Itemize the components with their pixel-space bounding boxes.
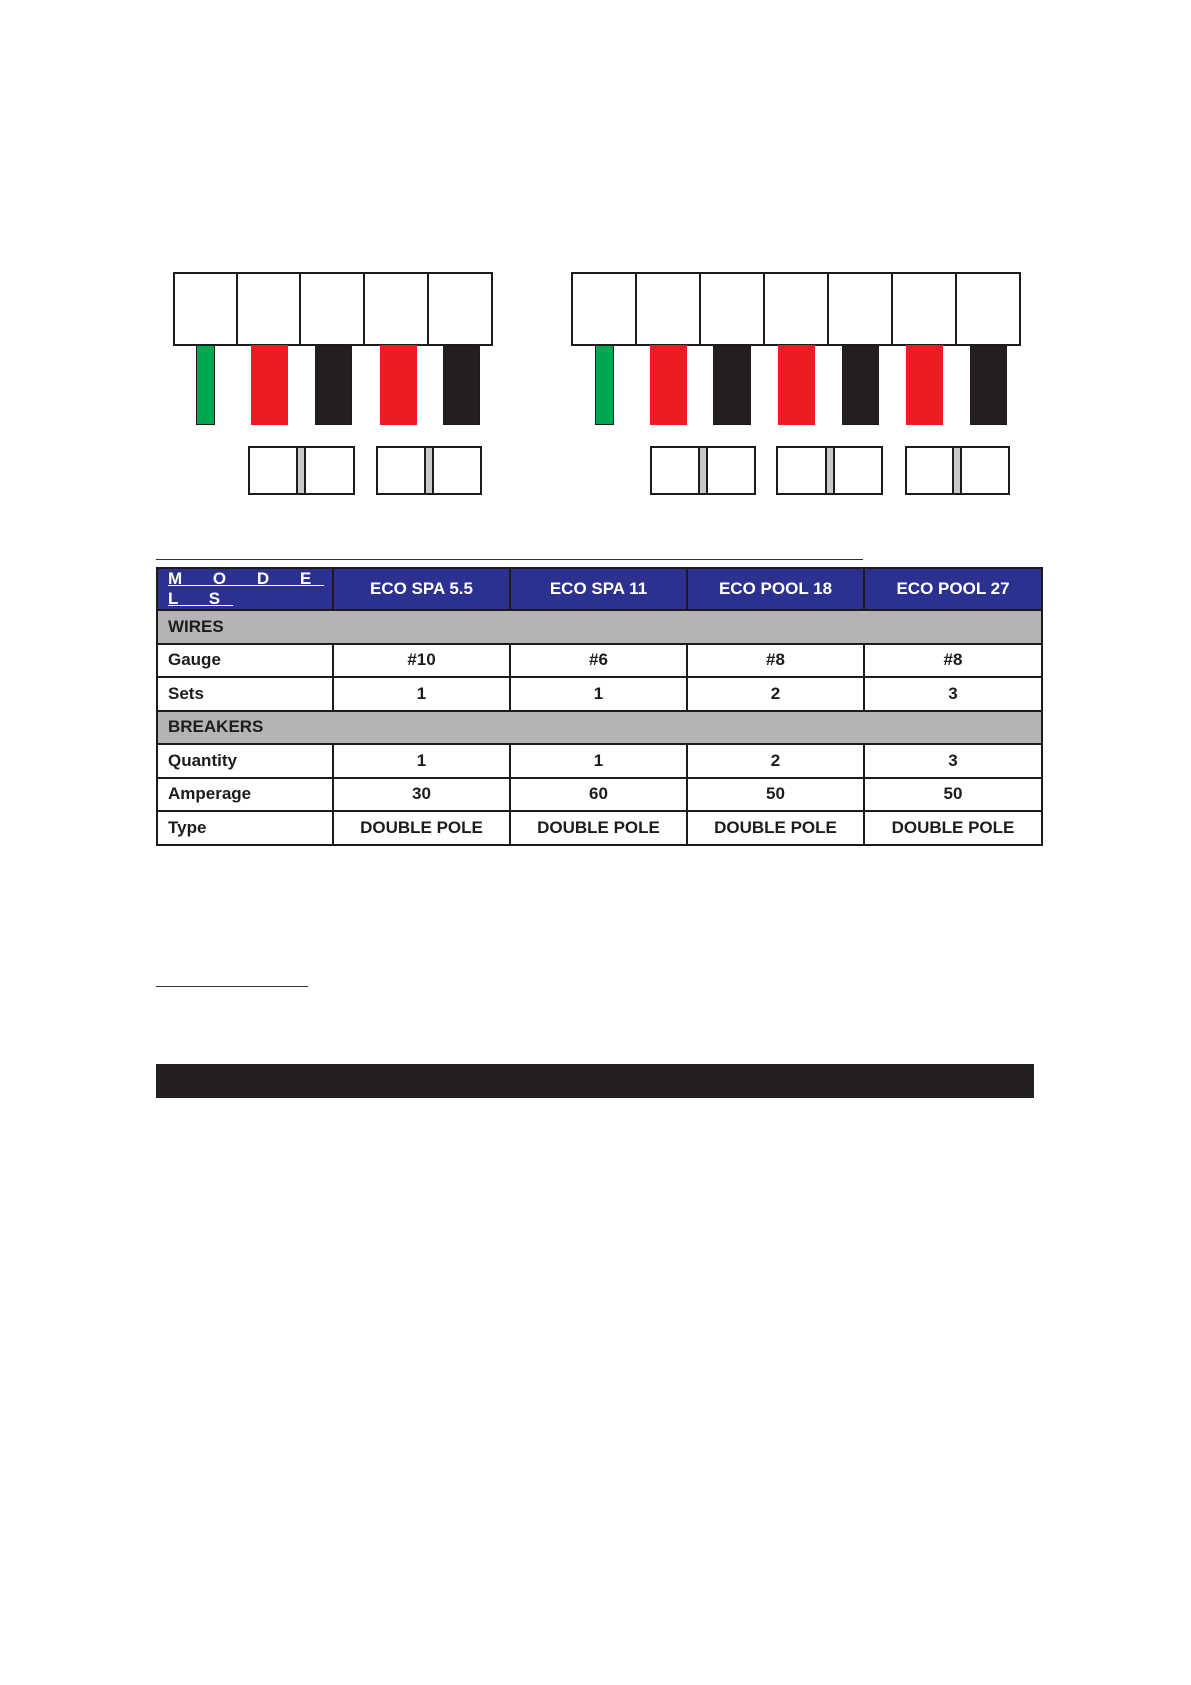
cell-value: 60 [510, 778, 687, 812]
breaker-tie-bar [424, 448, 434, 493]
cell-value: DOUBLE POLE [687, 811, 864, 845]
terminal [427, 272, 493, 346]
cell-value: 1 [333, 677, 510, 711]
section-title: BREAKERS [157, 711, 1042, 745]
terminal [363, 272, 429, 346]
cell-value: 3 [864, 677, 1042, 711]
table-row [157, 744, 1042, 778]
row-label: Sets [157, 677, 333, 711]
model-name: ECO POOL 27 [864, 568, 1042, 610]
ground-wire [595, 345, 614, 425]
double-pole-breaker [650, 446, 756, 495]
cell-value: DOUBLE POLE [510, 811, 687, 845]
terminal [299, 272, 365, 346]
cell-value: 1 [333, 744, 510, 778]
double-pole-breaker [905, 446, 1010, 495]
terminal [635, 272, 701, 346]
double-pole-breaker [376, 446, 482, 495]
cell-value: #10 [333, 644, 510, 678]
hot-wire-black [970, 345, 1007, 425]
model-name: ECO POOL 18 [687, 568, 864, 610]
cell-value: #6 [510, 644, 687, 678]
terminal [763, 272, 829, 346]
terminal [173, 272, 238, 346]
models-header: M O D E L S [157, 568, 333, 610]
section-row [157, 711, 1042, 745]
breaker-tie-bar [296, 448, 306, 493]
table-row [157, 677, 1042, 711]
cell-value: 3 [864, 744, 1042, 778]
hot-wire-red [778, 345, 815, 425]
cell-value: 2 [687, 744, 864, 778]
cell-value: 2 [687, 677, 864, 711]
row-label: Type [157, 811, 333, 845]
cell-value: 1 [510, 744, 687, 778]
breaker-tie-bar [952, 448, 962, 493]
hot-wire-black [713, 345, 751, 425]
terminal [236, 272, 301, 346]
breaker-tie-bar [698, 448, 708, 493]
breaker-tie-bar [825, 448, 835, 493]
ground-wire [196, 345, 215, 425]
section-row [157, 610, 1042, 644]
row-label: Quantity [157, 744, 333, 778]
cell-value: #8 [687, 644, 864, 678]
cell-value: 1 [510, 677, 687, 711]
cell-value: #8 [864, 644, 1042, 678]
model-name: ECO SPA 5.5 [333, 568, 510, 610]
hot-wire-red [906, 345, 943, 425]
cell-value: 50 [864, 778, 1042, 812]
row-label: Amperage [157, 778, 333, 812]
row-label: Gauge [157, 644, 333, 678]
hot-wire-black [443, 345, 480, 425]
section-title: WIRES [157, 610, 1042, 644]
table-header-row [157, 568, 1042, 610]
hot-wire-red [650, 345, 687, 425]
table-row [157, 778, 1042, 812]
double-pole-breaker [248, 446, 355, 495]
terminal [955, 272, 1021, 346]
table-row [157, 811, 1042, 845]
black-banner [156, 1064, 1034, 1098]
divider-line [156, 559, 863, 560]
hot-wire-red [251, 345, 288, 425]
cell-value: 30 [333, 778, 510, 812]
cell-value: 50 [687, 778, 864, 812]
cell-value: DOUBLE POLE [864, 811, 1042, 845]
table-row [157, 644, 1042, 678]
short-divider-line [156, 986, 308, 987]
terminal [827, 272, 893, 346]
wiring-spec-table [156, 567, 1043, 846]
hot-wire-black [842, 345, 879, 425]
cell-value: DOUBLE POLE [333, 811, 510, 845]
terminal [699, 272, 765, 346]
hot-wire-black [315, 345, 352, 425]
terminal [891, 272, 957, 346]
terminal [571, 272, 637, 346]
hot-wire-red [380, 345, 417, 425]
model-name: ECO SPA 11 [510, 568, 687, 610]
double-pole-breaker [776, 446, 883, 495]
